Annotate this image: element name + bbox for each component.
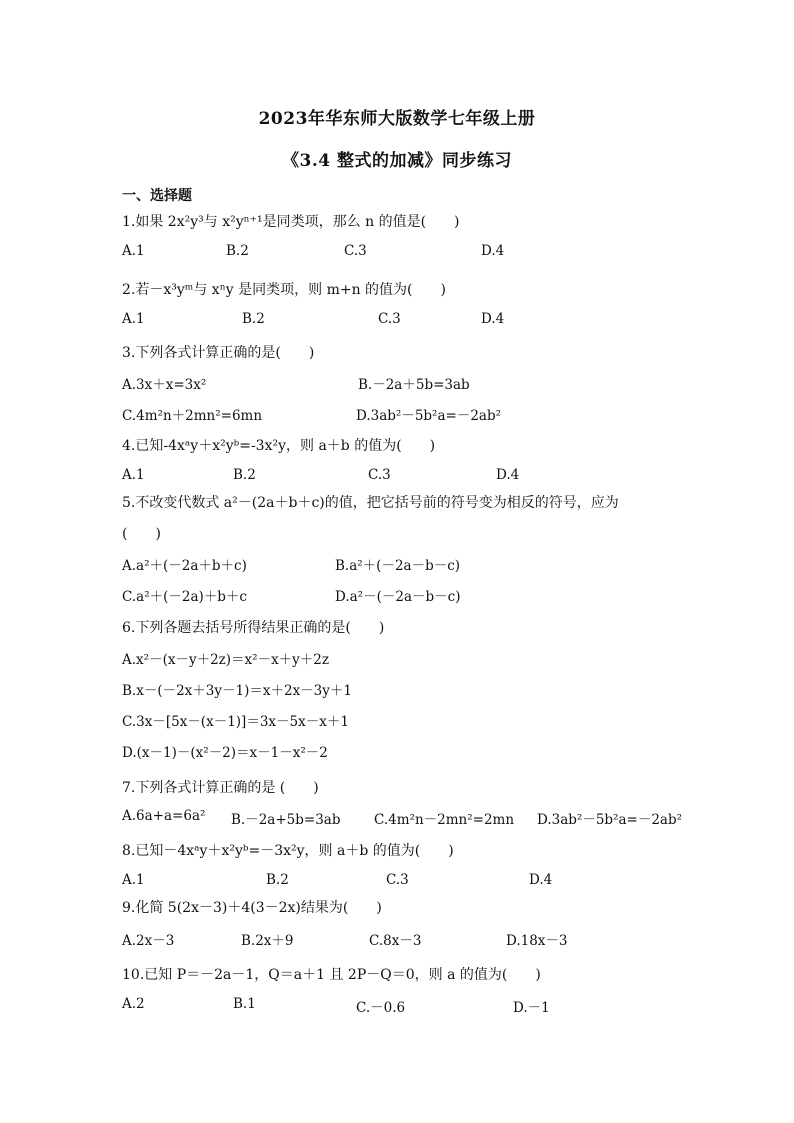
question-5-option-d: D.a²－(－2a－b－c) <box>335 589 461 605</box>
question-3-option-d: D.3ab²－5b²a=－2ab² <box>356 408 502 424</box>
question-10-option-b: B.1 <box>233 996 256 1012</box>
question-9-option-a: A.2x－3 <box>122 933 175 949</box>
question-2-option-a: A.1 <box>122 311 145 327</box>
question-10: 10.已知 P＝－2a－1，Q＝a＋1 且 2P－Q＝0，则 a 的值为( ) <box>122 967 541 983</box>
question-2-option-c: C.3 <box>378 311 401 327</box>
question-1-option-b: B.2 <box>226 243 249 259</box>
question-5-continued: ( ) <box>122 526 161 542</box>
question-6-option-a: A.x²－(x－y＋2z)＝x²－x＋y＋2z <box>122 652 330 668</box>
question-9-option-c: C.8x－3 <box>369 933 422 949</box>
question-10-option-c: C.－0.6 <box>356 1000 406 1016</box>
question-9-option-b: B.2x＋9 <box>241 933 294 949</box>
question-5-option-c: C.a²＋(－2a)＋b＋c <box>122 589 247 605</box>
question-1-option-d: D.4 <box>481 243 505 259</box>
question-7-option-d: D.3ab²－5b²a=－2ab² <box>537 812 683 828</box>
question-2-option-d: D.4 <box>481 311 505 327</box>
question-6: 6.下列各题去括号所得结果正确的是( ) <box>122 620 385 636</box>
question-6-option-c: C.3x－[5x－(x－1)]＝3x－5x－x＋1 <box>122 714 349 730</box>
question-8-option-a: A.1 <box>122 872 145 888</box>
question-8-option-c: C.3 <box>386 872 409 888</box>
question-1: 1.如果 2x²y³与 x²yⁿ⁺¹是同类项，那么 n 的值是( ) <box>122 214 460 230</box>
question-5-option-b: B.a²＋(－2a－b－c) <box>335 558 461 574</box>
question-3-option-c: C.4m²n＋2mn²=6mn <box>122 408 263 424</box>
question-4: 4.已知-4xᵃy＋x²yᵇ=-3x²y，则 a＋b 的值为( ) <box>122 438 436 454</box>
document-title: 2023年华东师大版数学七年级上册 <box>258 109 536 129</box>
question-4-option-b: B.2 <box>233 467 256 483</box>
question-4-option-c: C.3 <box>368 467 391 483</box>
question-7-option-a: A.6a+a=6a² <box>122 808 206 824</box>
question-1-option-c: C.3 <box>344 243 367 259</box>
question-5: 5.不改变代数式 a²－(2a＋b＋c)的值，把它括号前的符号变为相反的符号，应为 <box>122 495 619 511</box>
question-6-option-b: B.x－(－2x＋3y－1)＝x＋2x－3y＋1 <box>122 683 352 699</box>
question-3-option-a: A.3x＋x=3x² <box>122 377 207 393</box>
question-6-option-d: D.(x－1)－(x²－2)＝x－1－x²－2 <box>122 745 328 761</box>
question-2-option-b: B.2 <box>242 311 265 327</box>
question-5-option-a: A.a²＋(－2a＋b＋c) <box>122 558 247 574</box>
question-7: 7.下列各式计算正确的是 ( ) <box>122 780 319 796</box>
question-9-option-d: D.18x－3 <box>506 933 568 949</box>
question-4-option-d: D.4 <box>496 467 520 483</box>
question-4-option-a: A.1 <box>122 467 145 483</box>
question-1-option-a: A.1 <box>122 243 145 259</box>
question-10-option-d: D.－1 <box>513 1000 550 1016</box>
question-8-option-b: B.2 <box>266 872 289 888</box>
question-8: 8.已知－4xᵃy＋x²yᵇ=－3x²y，则 a＋b 的值为( ) <box>122 843 454 859</box>
question-9: 9.化简 5(2x－3)＋4(3－2x)结果为( ) <box>122 900 382 916</box>
question-10-option-a: A.2 <box>122 996 145 1012</box>
question-3-option-b: B.－2a＋5b=3ab <box>358 377 470 393</box>
question-7-option-c: C.4m²n－2mn²=2mn <box>374 812 515 828</box>
question-8-option-d: D.4 <box>529 872 553 888</box>
question-2: 2.若－x³yᵐ与 xⁿy 是同类项，则 m+n 的值为( ) <box>122 282 446 298</box>
section-title: 一、选择题 <box>122 188 192 204</box>
question-3: 3.下列各式计算正确的是( ) <box>122 345 315 361</box>
document-subtitle: 《3.4 整式的加减》同步练习 <box>282 151 512 171</box>
question-7-option-b: B.－2a+5b=3ab <box>231 812 341 828</box>
